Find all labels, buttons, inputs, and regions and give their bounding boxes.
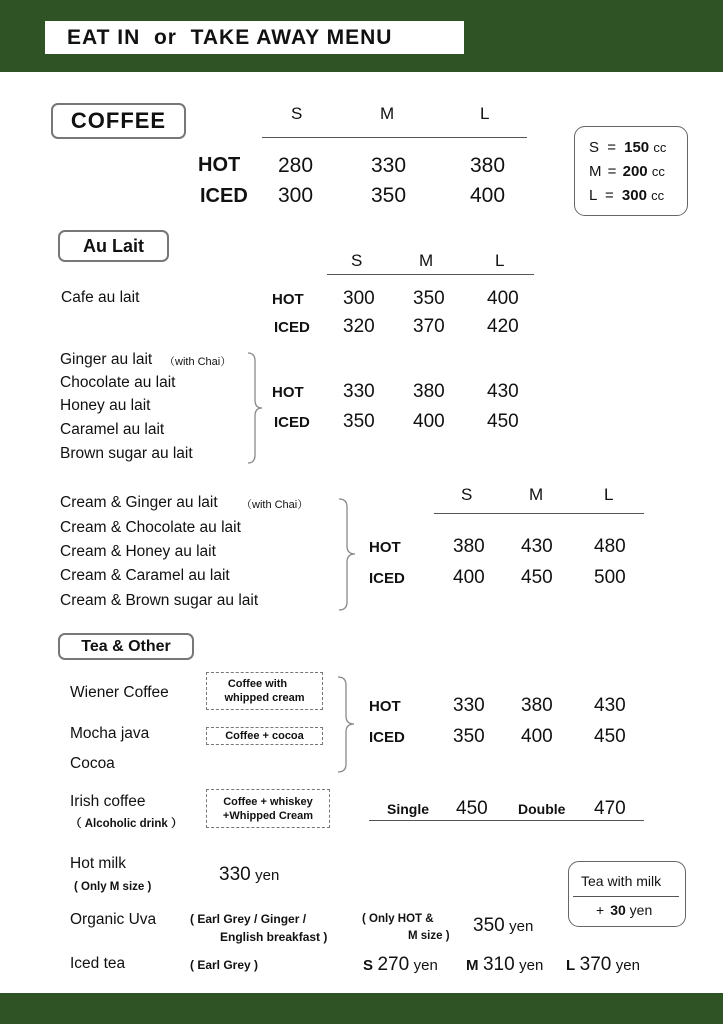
irish-coffee-sub: （ Alcoholic drink ） (70, 818, 183, 830)
group2-iced-s: 400 (453, 567, 485, 588)
aulait-size-m: M (419, 251, 434, 270)
aulait-size-s: S (351, 251, 363, 270)
group1-iced-m: 400 (413, 411, 445, 432)
cocoa-name: Cocoa (70, 755, 115, 772)
organic-uva-name: Organic Uva (70, 911, 157, 928)
group1-item-ginger: Ginger au lait (60, 351, 153, 368)
group2-hot-l: 480 (594, 536, 626, 557)
coffee-size-m: M (380, 104, 395, 123)
group2-ginger-note: （with Chai） (241, 499, 309, 511)
iced-tea-price-m: M 310 yen (466, 954, 544, 975)
cafe-hot-l: 400 (487, 288, 519, 309)
group2-iced-m: 450 (521, 567, 553, 588)
tea-with-milk-box (568, 861, 686, 927)
group2-hot-s: 380 (453, 536, 485, 557)
size-volume-s: S = 150 cc (589, 139, 667, 156)
coffee-iced-m: 350 (371, 184, 407, 207)
irish-single-price: 450 (456, 798, 488, 819)
group1-hot-s: 330 (343, 381, 375, 402)
tea-group-iced-label: ICED (369, 729, 405, 746)
group2-bracket (336, 498, 358, 611)
au-lait-section-label: Au Lait (58, 230, 169, 262)
cafe-hot-m: 350 (413, 288, 445, 309)
tea-group-iced-m: 400 (521, 726, 553, 747)
irish-double-label: Double (518, 801, 566, 817)
group1-ginger-note: （with Chai） (164, 356, 232, 368)
group2-iced-l: 500 (594, 567, 626, 588)
iced-tea-variety: ( Earl Grey ) (190, 958, 259, 972)
cafe-iced-l: 420 (487, 316, 519, 337)
coffee-size-l: L (480, 104, 490, 123)
group1-hot-l: 430 (487, 381, 519, 402)
iced-tea-price-l: L 370 yen (566, 954, 640, 975)
size-volume-box (574, 126, 688, 216)
cafe-hot-label: HOT (272, 291, 304, 308)
group1-hot-m: 380 (413, 381, 445, 402)
tea-other-section-label: Tea & Other (58, 633, 194, 660)
group2-item-brown-sugar: Cream & Brown sugar au lait (60, 592, 259, 609)
group1-item-brown-sugar: Brown sugar au lait (60, 445, 193, 462)
tea-group-hot-m: 380 (521, 695, 553, 716)
iced-tea-price-s: S 270 yen (363, 954, 438, 975)
group1-bracket (245, 352, 265, 464)
group2-size-l: L (604, 485, 614, 504)
coffee-section-label: COFFEE (51, 103, 186, 139)
cafe-au-lait-name: Cafe au lait (61, 289, 140, 306)
coffee-size-s: S (291, 104, 303, 123)
tea-group-iced-s: 350 (453, 726, 485, 747)
group1-hot-label: HOT (272, 384, 304, 401)
organic-uva-varieties: ( Earl Grey / Ginger / English breakfast ) (190, 912, 328, 944)
organic-uva-price: 350 yen (473, 915, 534, 936)
cafe-iced-s: 320 (343, 316, 375, 337)
group2-size-s: S (461, 485, 473, 504)
irish-double-price: 470 (594, 798, 626, 819)
group2-item-chocolate: Cream & Chocolate au lait (60, 519, 241, 536)
coffee-iced-l: 400 (470, 184, 506, 207)
group2-header-rule (434, 513, 644, 514)
coffee-iced-s: 300 (278, 184, 314, 207)
aulait-header-rule (327, 274, 534, 275)
group2-hot-m: 430 (521, 536, 553, 557)
tea-group-hot-l: 430 (594, 695, 626, 716)
irish-coffee-note: Coffee + whiskey +Whipped Cream (206, 789, 330, 828)
size-volume-l: L = 300 cc (589, 187, 665, 204)
tea-group-bracket (335, 676, 357, 773)
cafe-iced-label: ICED (274, 319, 310, 336)
organic-uva-conditions: ( Only HOT & M size ) (362, 913, 450, 942)
group1-item-caramel: Caramel au lait (60, 421, 165, 438)
tea-group-hot-s: 330 (453, 695, 485, 716)
tea-with-milk-rule (573, 896, 679, 897)
tea-group-iced-l: 450 (594, 726, 626, 747)
coffee-hot-s: 280 (278, 154, 314, 177)
wiener-coffee-note: Coffee with whipped cream (206, 672, 323, 710)
tea-group-hot-label: HOT (369, 698, 401, 715)
irish-coffee-name: Irish coffee (70, 793, 146, 810)
mocha-java-name: Mocha java (70, 725, 150, 742)
cafe-hot-s: 300 (343, 288, 375, 309)
group2-iced-label: ICED (369, 570, 405, 587)
tea-with-milk-label: Tea with milk (581, 873, 662, 889)
mocha-java-note: Coffee + cocoa (206, 727, 323, 745)
group2-hot-label: HOT (369, 539, 401, 556)
hot-milk-price: 330 yen (219, 864, 280, 885)
cafe-iced-m: 370 (413, 316, 445, 337)
size-volume-m: M = 200 cc (589, 163, 665, 180)
coffee-header-rule (262, 137, 527, 138)
group1-item-chocolate: Chocolate au lait (60, 374, 176, 391)
group1-iced-l: 450 (487, 411, 519, 432)
footer-bar (0, 993, 723, 1024)
iced-tea-name: Iced tea (70, 955, 126, 972)
group1-iced-s: 350 (343, 411, 375, 432)
tea-with-milk-price: + 30 yen (596, 902, 653, 918)
hot-milk-sub: ( Only M size ) (74, 881, 152, 893)
group2-item-caramel: Cream & Caramel au lait (60, 567, 230, 584)
coffee-hot-l: 380 (470, 154, 506, 177)
menu-title: EAT IN or TAKE AWAY MENU (45, 21, 464, 54)
irish-price-rule (369, 820, 644, 821)
aulait-size-l: L (495, 251, 505, 270)
coffee-hot-m: 330 (371, 154, 407, 177)
wiener-coffee-name: Wiener Coffee (70, 684, 169, 701)
group1-iced-label: ICED (274, 414, 310, 431)
group2-item-ginger: Cream & Ginger au lait (60, 494, 218, 511)
group2-size-m: M (529, 485, 544, 504)
group1-item-honey: Honey au lait (60, 397, 151, 414)
coffee-hot-label: HOT (198, 154, 241, 176)
coffee-iced-label: ICED (200, 185, 248, 207)
group2-item-honey: Cream & Honey au lait (60, 543, 216, 560)
hot-milk-name: Hot milk (70, 855, 126, 872)
irish-single-label: Single (387, 801, 430, 817)
